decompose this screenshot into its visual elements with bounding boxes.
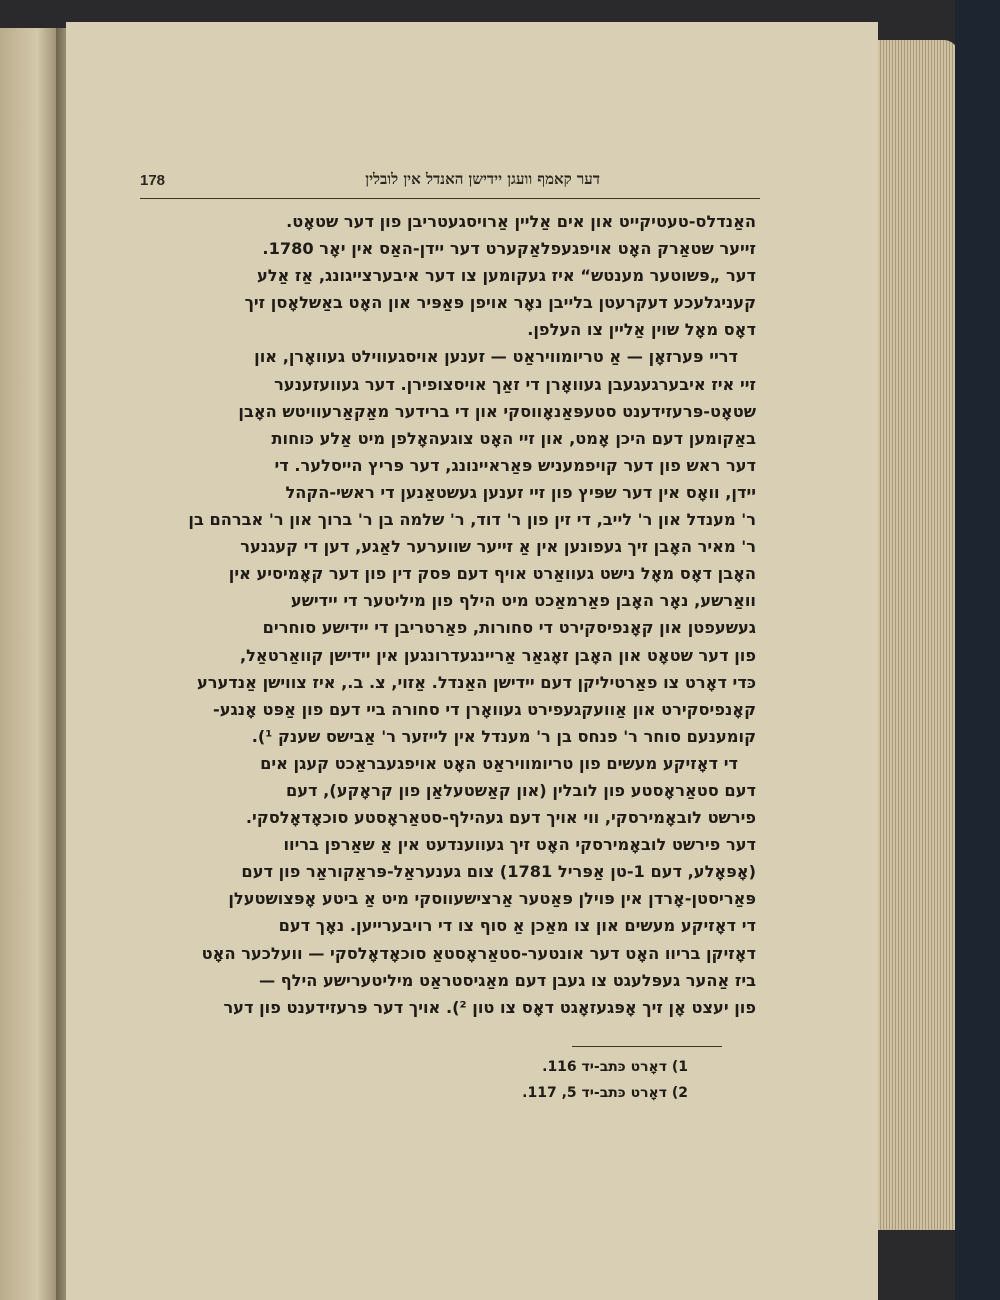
text-line: כּדי דאָרט צו פאַרטיליקן דעם יידישן האַנדל. אַזוי, צ. ב., איז צווישן אַנדערע (196, 672, 756, 692)
footnote-rule (572, 1046, 722, 1047)
text-line: זייער שטאַרק האָט אויפגעפלאַקערט דער יידן-האַס אין יאָר 1780. (262, 239, 756, 259)
text-line: דער „פּשוטער מענטש“ איז געקומען צו דער איבערצייגונג, אַז אַלע (256, 266, 756, 286)
footnotes (420, 1054, 688, 1106)
text-line: דער ראש פון דער קויפמעניש פּאַראיינונג, דער פּריץ הייסלער. די (274, 455, 756, 475)
text-line: דאָזיקן בריוו האָט דער אונטער-סטאַראָסטאַ סוכאָדאָלסקי — וועלכער האָט (201, 943, 756, 963)
text-line: קעניגלעכע דעקרעטן בלייבן נאָר אויפן פּאַפּיר און האָט באַשלאָסן זיך (244, 293, 756, 313)
page-header (140, 168, 760, 199)
text-line: האַנדלס-טעטיקייט און אים אַליין אַרויסגעטריבן פון דער שטאָט. (286, 212, 756, 231)
text-line: דער פירשט לובאָמירסקי האָט זיך געווענדעט אין אַ שאַרפן בריוו (283, 835, 756, 855)
text-line: (אָפּאָלע, דעם 1-טן אַפּריל 1781) צום גענעראַל-פּראַקוראַר פון דעם (241, 862, 756, 882)
text-line: קאָנפיסקירט און אַוועקגעפירט געוואָרן די סחורה ביי דעם פון אַפּט אָנגע- (213, 699, 756, 719)
footnote: 1) דאָרט כּתב-יד 116. (542, 1059, 688, 1075)
text-line: ר' מאיר האָבן זיך געפונען אין אַ זייער שווערער לאַגע, דען די קעגנער (240, 537, 756, 557)
text-line: שטאָט-פּרעזידענט סטעפּאַנאָווסקי און די ברידער מאַקאַרעוויטש האָבן (238, 401, 756, 421)
book-cover (955, 0, 1000, 1300)
text-line: האָבן דאָס מאָל נישט געוואַרט אויף דעם פּסק דין פון דער קאָמיסיע אין (228, 564, 756, 584)
text-line: פּאַריסטן-אָרדן אין פּוילן פּאַטער אַרצישעווסקי מיט אַ ביטע אָפּצושטעלן (228, 889, 756, 909)
text-line: ביז אַהער געפּלעגט צו געבן דעם מאַגיסטראַט מיליטערישע הילף — (258, 970, 756, 990)
text-line: קומענעם סוחר ר' פנחס בן ר' מענדל אין לייזער ר' אַבישס שענק ¹). (251, 726, 756, 746)
text-line: באַקומען דעם היכן אָמט, און זיי האָט צוגעהאָלפן מיט אַלע כּוחות (271, 428, 756, 448)
body-text (128, 208, 756, 1028)
text-line: די דאָזיקע מעשים פון טריומוויראַט האָט אויפגעבראַכט קעגן אים (260, 753, 738, 773)
text-line: פירשט לובאָמירסקי, ווי אויך דעם געהילף-סטאַראָסטע סוכאָדאָלסקי. (245, 808, 756, 828)
text-line: דריי פּערזאָן — אַ טריומוויראַט — זענען אויסגעווילט געוואָרן, און (254, 347, 738, 367)
text-line: די דאָזיקע מעשים און צו מאַכן אַ סוף צו די רויבערייען. נאָך דעם (278, 916, 756, 936)
text-line: יידן, וואָס אין דער שפּיץ פון זיי זענען געשטאַנען די ראשי-הקהל (285, 482, 756, 502)
text-line: פון דער שטאָט און האָבן זאָגאַר אַריינגעדרונגען אין יידישן קוואַרטאַל, (239, 645, 756, 665)
page-number: 178 (140, 172, 166, 189)
facing-page (0, 28, 62, 1300)
page-edges (878, 40, 958, 1230)
text-line: געשעפטן און קאָנפיסקירט די סחורות, פאַרטריבן די יידישע סוחרים (262, 618, 756, 638)
running-head: דער קאמף וועגן יידישן האנדל אין לובלין (365, 170, 600, 188)
text-line: דאָס מאָל שוין אַליין צו העלפן. (527, 320, 756, 340)
text-line: וואַרשע, נאָר האָבן פאַרמאַכט מיט הילף פון מיליטער די יידישע (290, 591, 756, 611)
text-line: ר' מענדל און ר' לייב, די זין פון ר' דוד, ר' שלמה בן ר' ברוך און ר' אברהם בן (188, 510, 756, 530)
text-line: פון יעצט אָן זיך אָפּגעזאָגט דאָס צו טון ²). אויך דער פּרעזידענט פון דער (223, 997, 756, 1017)
text-line: זיי איז איבערגעגעבן געוואָרן די זאַך אויסצופירן. דער געוועזענער (274, 374, 756, 394)
text-line: דעם סטאַראָסטע פון לובלין (און קאַשטעלאַן פון קראָקע), דעם (285, 780, 756, 800)
footnote: 2) דאָרט כּתב-יד 5, 117. (522, 1085, 688, 1101)
